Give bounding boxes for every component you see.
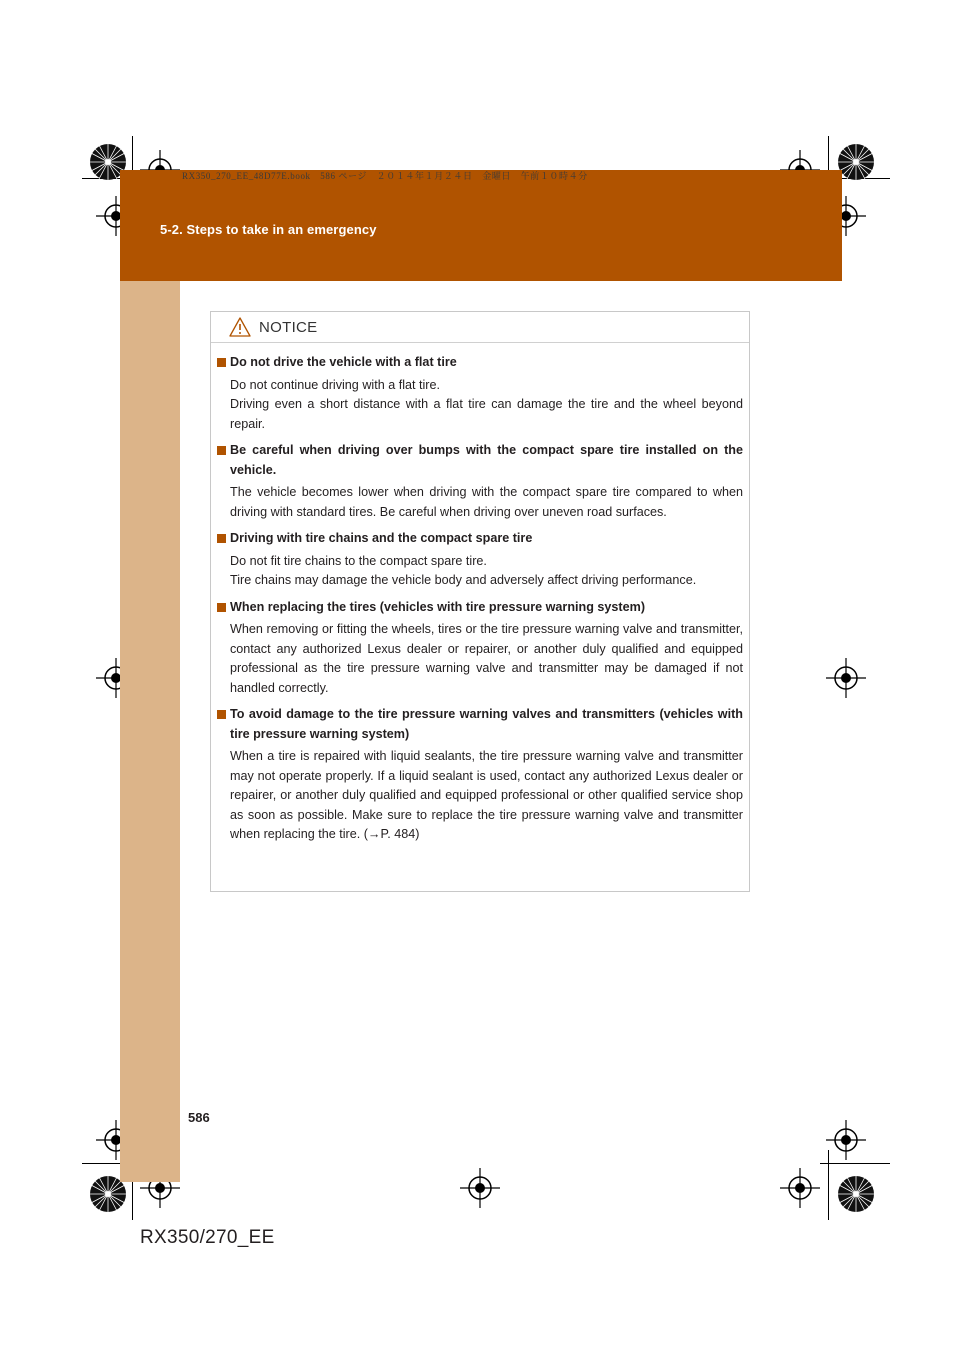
crop-line (828, 1150, 829, 1220)
notice-item-text: Do not fit tire chains to the compact spare tire. (230, 553, 487, 568)
registration-mark-icon (826, 1120, 866, 1160)
notice-item-heading: To avoid damage to the tire pressure warning valves and transmitters (vehicles with tire pressure warning system) (217, 705, 743, 744)
section-header (120, 170, 842, 281)
crop-line (820, 1163, 890, 1164)
notice-item-text: When a tire is repaired with liquid sealants, the tire pressure warning valve and transmitter may not operate properly. If a liquid sealant is used, contact any authorized Lexus dealer or repairer, or another duly qualified and equipped professional or other qualified service shop as soon as possible. Make sure to replace the tire pressure warning valve and transmitter when replacing the tire. (→P. 484) (230, 749, 743, 841)
bullet-square-icon (217, 446, 226, 455)
notice-item (217, 529, 743, 591)
model-code: RX350/270_EE (140, 1227, 275, 1248)
starburst-mark-icon (836, 142, 876, 182)
notice-header (211, 312, 749, 343)
notice-item-text: When removing or fitting the wheels, tires or the tire pressure warning valve and transmitter, contact any authorized Lexus dealer or repairer, or another duly qualified and equipped professional as the tire pressure warning valve and transmitter may be damaged if not handled correctly. (230, 622, 743, 695)
notice-item-heading: Driving with tire chains and the compact spare tire (217, 529, 743, 549)
notice-item-text: Do not continue driving with a flat tire. (230, 377, 441, 392)
page-number: 586 (188, 1110, 210, 1125)
side-tab-strip (120, 180, 180, 1182)
section-title: 5-2. Steps to take in an emergency (160, 222, 377, 237)
notice-item (217, 705, 743, 845)
notice-item-text: Tire chains may damage the vehicle body and adversely affect driving performance. (230, 573, 697, 587)
notice-label: NOTICE (259, 318, 318, 336)
bullet-square-icon (217, 710, 226, 719)
notice-item-heading: When replacing the tires (vehicles with tire pressure warning system) (217, 598, 743, 618)
starburst-mark-icon (836, 1174, 876, 1214)
notice-item (217, 598, 743, 699)
notice-item-text: The vehicle becomes lower when driving with the compact spare tire compared to when driving with standard tires. Be careful when driving over uneven road surfaces. (230, 485, 743, 519)
registration-mark-icon (460, 1168, 500, 1208)
notice-item-heading: Do not drive the vehicle with a flat tire (217, 353, 743, 373)
notice-item (217, 353, 743, 434)
notice-item-heading: Be careful when driving over bumps with the compact spare tire installed on the vehicle. (217, 441, 743, 480)
notice-box (210, 311, 750, 892)
print-info-line: RX350_270_EE_48D77E.book 586 ページ ２０１４年１月２４日 金曜日 午前１０時４分 (182, 171, 588, 181)
notice-body (211, 343, 749, 845)
registration-mark-icon (780, 1168, 820, 1208)
notice-item (217, 441, 743, 522)
bullet-square-icon (217, 534, 226, 543)
bullet-square-icon (217, 603, 226, 612)
warning-triangle-icon (229, 317, 251, 337)
registration-mark-icon (826, 658, 866, 698)
bullet-square-icon (217, 358, 226, 367)
notice-item-text: Driving even a short distance with a flat tire can damage the tire and the wheel beyond repair. (230, 397, 743, 431)
